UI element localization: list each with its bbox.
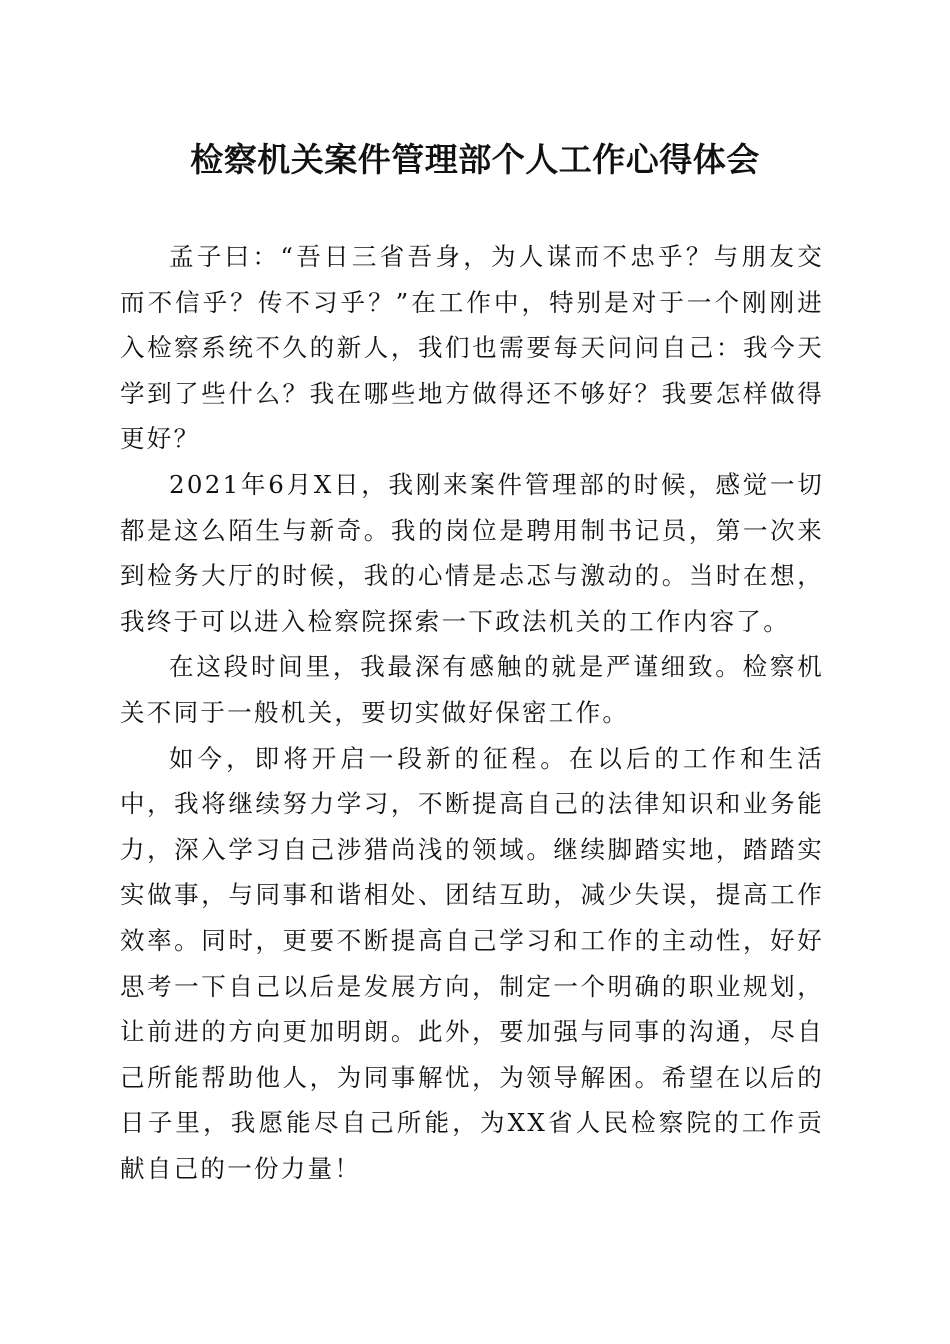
paragraph-4: 如今，即将开启一段新的征程。在以后的工作和生活中，我将继续努力学习，不断提高自己的法律知识和业务能力，深入学习自己涉猎尚浅的领域。继续脚踏实地，踏踏实实做事，与同事和谐相处、团结互助，减少失误，提高工作效率。同时，更要不断提高自己学习和工作的主动性，好好思考一下自己以后是发展方向，制定一个明确的职业规划，让前进的方向更加明朗。此外，要加强与同事的沟通，尽自己所能帮助他人，为同事解忧，为领导解困。希望在以后的日子里，我愿能尽自己所能，为XX省人民检察院的工作贡献自己的一份力量！ <box>120 743 824 1183</box>
document-body <box>120 234 824 1191</box>
paragraph-2: 2021年6月X日，我刚来案件管理部的时候，感觉一切都是这么陌生与新奇。我的岗位是聘用制书记员，第一次来到检务大厅的时候，我的心情是忐忑与激动的。当时在想，我终于可以进入检察院探索一下政法机关的工作内容了。 <box>120 469 824 636</box>
paragraph-3: 在这段时间里，我最深有感触的就是严谨细致。检察机关不同于一般机关，要切实做好保密工作。 <box>120 652 824 727</box>
paragraph-1: 孟子曰：“吾日三省吾身，为人谋而不忠乎？与朋友交而不信乎？传不习乎？”在工作中，特别是对于一个刚刚进入检察系统不久的新人，我们也需要每天问问自己：我今天学到了些什么？我在哪些地方做得还不够好？我要怎样做得更好？ <box>120 242 824 454</box>
document-title: 检察机关案件管理部个人工作心得体会 <box>190 140 760 179</box>
